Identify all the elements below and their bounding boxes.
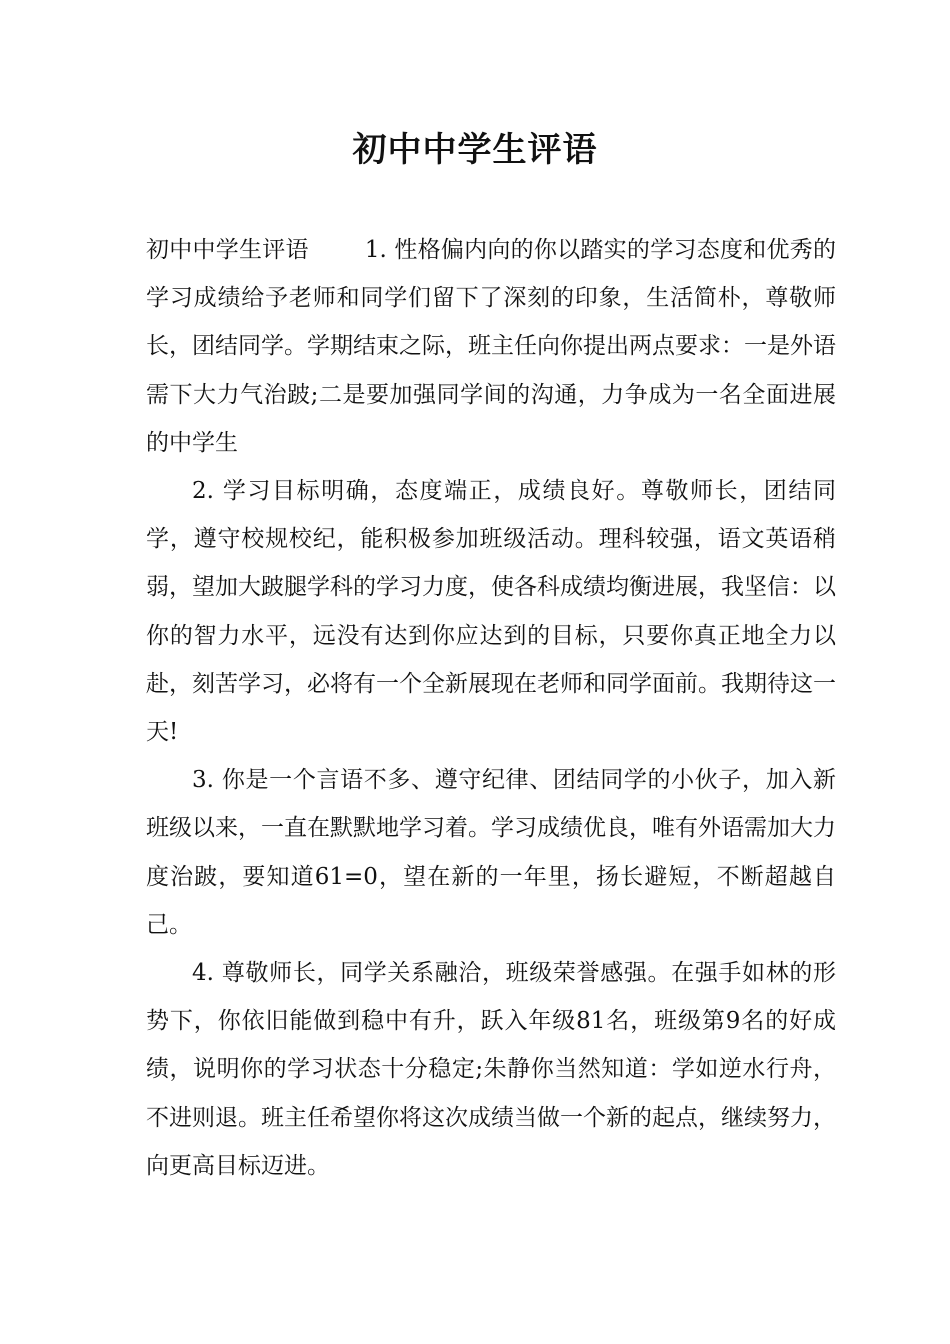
paragraph-1-text: 1. 性格偏内向的你以踏实的学习态度和优秀的学习成绩给予老师和同学们留下了深刻的印象，生活简朴，尊敬师长，团结同学。学期结束之际，班主任向你提出两点要求：一是外语需下大力气治跛;二是要加强同学间的沟通，力争成为一名全面进展的中学生 bbox=[146, 237, 837, 456]
paragraph-2: 2. 学习目标明确，态度端正，成绩良好。尊敬师长，团结同学，遵守校规校纪，能积极参加班级活动。理科较强，语文英语稍弱，望加大跛腿学科的学习力度，使各科成绩均衡进展，我坚信：以你的智力水平，远没有达到你应达到的目标，只要你真正地全力以赴，刻苦学习，必将有一个全新展现在老师和同学面前。我期待这一天! bbox=[146, 478, 836, 746]
intro-title: 初中中学生评语 bbox=[146, 237, 309, 263]
document-title: 初中中学生评语 bbox=[352, 130, 598, 170]
paragraph-4: 4. 尊敬师长，同学关系融洽，班级荣誉感强。在强手如林的形势下，你依旧能做到稳中有升，跃入年级81名，班级第9名的好成绩，说明你的学习状态十分稳定;朱静你当然知道：学如逆水行舟，不进则退。班主任希望你将这次成绩当做一个新的起点，继续努力，向更高目标迈进。 bbox=[146, 960, 836, 1179]
document-body bbox=[146, 226, 836, 1190]
paragraph-3: 3. 你是一个言语不多、遵守纪律、团结同学的小伙子，加入新班级以来，一直在默默地学习着。学习成绩优良，唯有外语需加大力度治跛，要知道61=0，望在新的一年里，扬长避短，不断超越自己。 bbox=[146, 767, 836, 938]
paragraph-1 bbox=[146, 226, 836, 467]
